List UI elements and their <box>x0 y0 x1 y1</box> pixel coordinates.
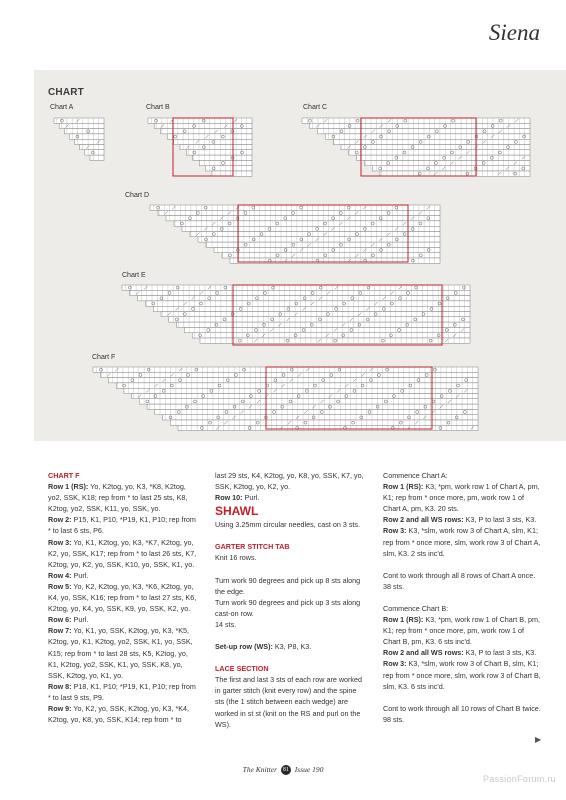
chart-f-title: CHART F <box>48 471 80 480</box>
chart-f-row-10: Row 10: Purl. <box>215 493 260 503</box>
chart-d-label: Chart D <box>125 192 150 199</box>
chart-e-grid <box>122 285 470 345</box>
chart-a-grid <box>54 118 104 160</box>
chart-c-label: Chart C <box>303 104 328 111</box>
chart-f-row-4: Row 4: Purl. <box>48 570 89 580</box>
shawl-heading: SHAWL <box>215 504 259 519</box>
chart-b-label: Chart B <box>146 104 170 111</box>
chart-heading: CHART <box>48 87 84 98</box>
commence-b: Commence Chart B: <box>383 603 449 613</box>
page-title: Siena <box>488 20 540 45</box>
chart-b-row-2: Row 2 and all WS rows: K3, P to last 3 sts, K3. <box>383 648 537 658</box>
issue-number: Issue 190 <box>294 765 324 774</box>
chart-d-grid <box>150 205 440 263</box>
shawl-intro: Using 3.25mm circular needles, cast on 3 sts. <box>215 520 361 530</box>
chart-f-row-6: Row 6: Purl. <box>48 615 89 625</box>
chart-a-row-2: Row 2 and all WS rows: K3, P to last 3 sts, K3. <box>383 515 537 525</box>
garter-text: Knit 16 rows. <box>215 553 257 563</box>
lace-text: The first and last 3 sts of each row are worked in garter stitch (knit every row) and the spine sts (the 1 stitch between each wedge) are worked in st st (knit on the RS and purl on the WS). <box>215 675 363 729</box>
garter-heading: GARTER STITCH TAB <box>215 542 290 552</box>
cont-chart-b: Cont to work through all 10 rows of Chart B twice. 98 sts. <box>383 703 541 724</box>
chart-c-grid <box>302 118 530 176</box>
chart-f-row-2: Row 2: P15, K1, P10, *P19, K1, P10; rep from * to last 6 sts, P6. <box>48 515 196 536</box>
column-commence <box>383 470 541 725</box>
turn-text-2: Turn work 90 degrees and pick up 3 sts along cast-on row. <box>215 597 361 618</box>
setup-row: Set-up row (WS): K3, P8, K3. <box>215 642 312 652</box>
page-number: 81 <box>282 767 289 774</box>
page-footer <box>0 765 566 775</box>
chart-f-row-8: Row 8: P18, K1, P10; *P19, K1, P10; rep from * to last 9 sts, P9. <box>48 681 196 702</box>
chart-f-row-3: Row 3: Yo, K1, K2tog, yo, K3, *K7, K2tog, yo, K2, yo, SSK, K17; rep from * to last 26 sts, K7, K2tog, yo, K2, yo, SSK, K10, yo, SSK, K1, yo. <box>48 537 197 569</box>
chart-a-row-3: Row 3: K3, *slm, work row 3 of Chart A, slm, K1; rep from * once more, slm, work row 3 of Chart A, slm, K3. 2 sts inc'd. <box>383 526 541 558</box>
cont-chart-a: Cont to work through all 8 rows of Chart A once. 38 sts. <box>383 570 536 591</box>
column-chart-f <box>48 470 200 725</box>
chart-f-grid <box>93 367 478 431</box>
column-shawl <box>215 470 367 730</box>
chart-a-label: Chart A <box>50 104 74 111</box>
chart-f-row-9: Row 9: Yo, K2, yo, SSK, K2tog, yo, K3, *K4, K2tog, yo, K8, yo, SSK, K14; rep from * to <box>48 703 190 725</box>
continue-arrow-icon: ▶ <box>535 735 542 744</box>
stitch-count-14: 14 sts. <box>215 619 237 629</box>
chart-f-row-9-cont: last 29 sts, K4, K2tog, yo, K8, yo, SSK, K7, yo, SSK, K2tog, yo, K2, yo. <box>215 471 364 492</box>
chart-b-row-3: Row 3: K3, *slm, work row 3 of Chart B, slm, K1; rep from * once more, slm, work row 3 of Chart B, slm, K3. 6 sts inc'd. <box>383 659 541 691</box>
chart-f-label: Chart F <box>92 354 116 361</box>
commence-a: Commence Chart A: <box>383 471 448 480</box>
chart-e-label: Chart E <box>122 272 146 279</box>
watermark: PassionForum.ru <box>482 774 556 784</box>
lace-heading: LACE SECTION <box>215 664 269 674</box>
chart-b-grid <box>148 118 252 176</box>
magazine-name: The Knitter <box>242 765 278 774</box>
chart-f-row-7: Row 7: Yo, K1, yo, SSK, K2tog, yo, K3, *K5, K2tog, yo, K1, K2tog, yo2, SSK, K1, yo, SSK, K15; rep from * to last 28 sts, K5, K2tog, yo, K1, K2tog, yo2, SSK, K1, yo, SSK, K8, yo, SSK, K2tog, yo, K1, yo. <box>48 626 193 680</box>
turn-text-1: Turn work 90 degrees and pick up 8 sts along the edge. <box>215 575 361 596</box>
chart-f-row-5: Row 5: Yo, K2, K2tog, yo, K3, *K6, K2tog, yo, K4, yo, SSK, K16; rep from * to last 27 sts, K6, K2tog, yo, K4, yo, SSK, K9, yo, SSK, K2, yo. <box>48 581 197 614</box>
chart-a-row-1: Row 1 (RS): K3, *pm, work row 1 of Chart A, pm, K1; rep from * once more, pm, work row 1 of Chart A, pm, K3. 20 sts. <box>383 482 540 514</box>
chart-f-row-1: Row 1 (RS): Yo, K2tog, yo, K3, *K8, K2tog, yo2, SSK, K18; rep from * to last 25 sts, K8, K2tog, yo2, SSK, K11, yo, SSK, yo. <box>48 482 188 514</box>
chart-b-row-1: Row 1 (RS): K3, *pm, work row 1 of Chart B, pm, K1; rep from * once more, pm, work row 1 of Chart B, pm, K3. 6 sts inc'd. <box>383 615 540 647</box>
